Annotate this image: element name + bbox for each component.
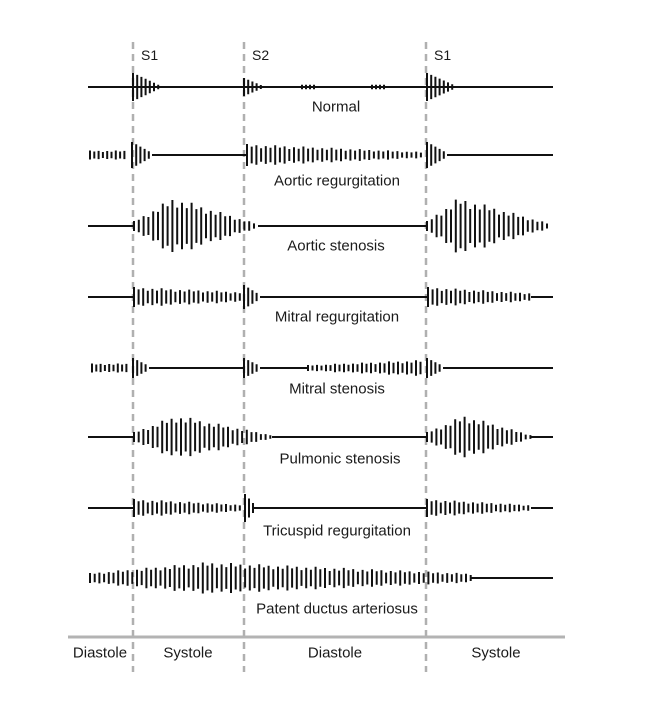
murmur-burst [427,142,444,168]
murmur-burst [134,499,240,517]
murmur-burst [134,287,240,307]
murmur-burst [244,358,257,378]
murmur-burst [427,358,440,378]
waveform-row-aortic-regurgitation [90,142,553,168]
murmur-burst [427,417,530,457]
waveform-row-patent-ductus-arteriosus [90,563,553,594]
marker-label-0: S1 [141,47,159,63]
waveform-row-normal [88,73,553,101]
row-label-patent-ductus-arteriosus: Patent ductus arteriosus [256,600,418,618]
murmur-burst [244,285,257,309]
row-label-tricuspid-regurgitation: Tricuspid regurgitation [263,522,411,540]
murmur-burst [134,200,254,252]
murmur-burst [132,142,149,168]
waveform-row-tricuspid-regurgitation [88,494,553,522]
row-label-normal: Normal [311,98,361,116]
row-label-pulmonic-stenosis: Pulmonic stenosis [279,450,401,468]
marker-label-1: S2 [252,47,270,63]
row-label-mitral-stenosis: Mitral stenosis [289,380,385,398]
murmur-burst [427,73,452,101]
murmur-burst [428,287,529,307]
murmur-burst [90,563,471,594]
row-label-mitral-regurgitation: Mitral regurgitation [274,308,400,326]
murmur-burst [134,418,270,456]
murmur-burst [247,144,421,166]
row-label-aortic-regurgitation: Aortic regurgitation [274,172,400,190]
row-label-aortic-stenosis: Aortic stenosis [287,237,385,255]
murmur-burst [133,358,146,378]
phase-label-diastole-2: Diastole [307,644,363,662]
waveform-row-mitral-regurgitation [88,285,553,309]
waveform-row-mitral-stenosis [92,358,553,378]
murmur-burst [92,364,126,373]
murmur-burst [308,360,421,375]
phase-label-diastole-0: Diastole [72,644,128,662]
murmur-burst [133,73,158,101]
murmur-burst [245,494,253,522]
marker-label-2: S1 [434,47,452,63]
murmur-burst [427,200,547,253]
phase-label-systole-1: Systole [163,644,213,662]
murmur-burst [427,499,528,517]
phase-label-systole-3: Systole [471,644,521,662]
murmur-burst [90,151,124,160]
